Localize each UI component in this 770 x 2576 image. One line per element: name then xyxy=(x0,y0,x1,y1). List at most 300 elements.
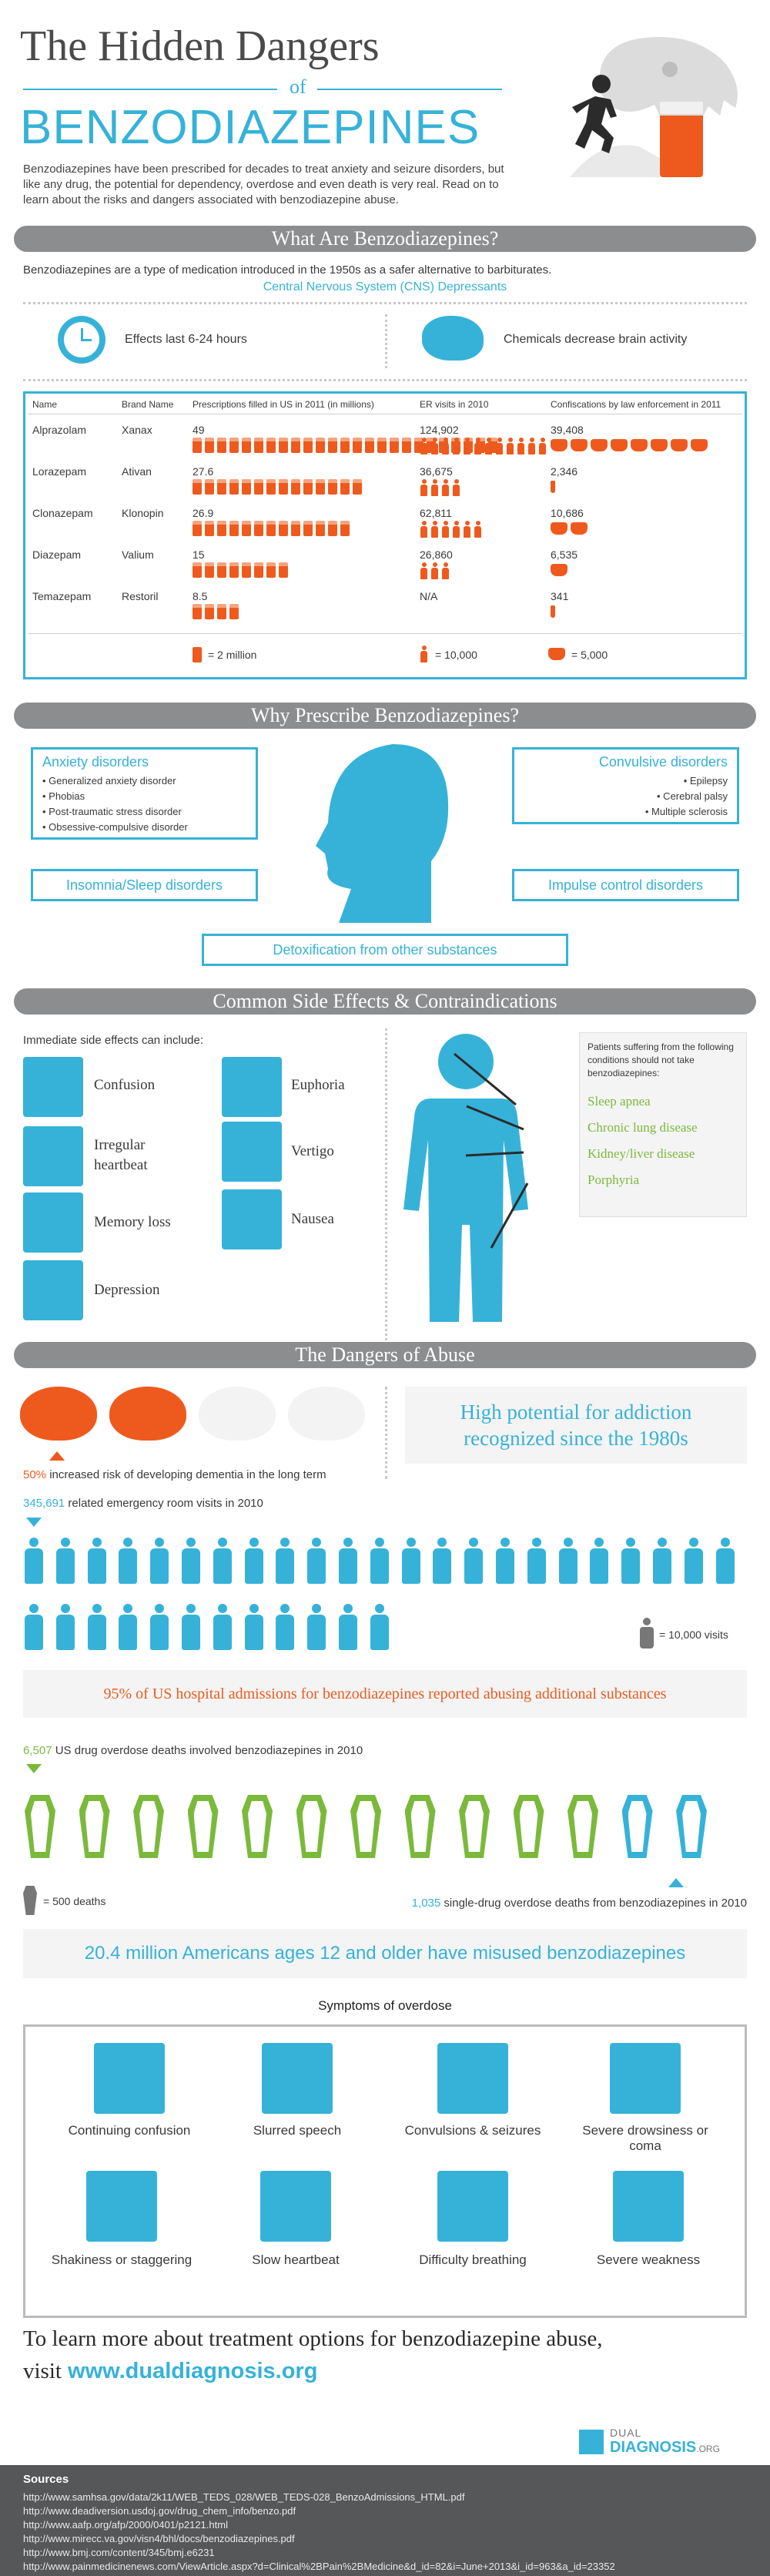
blue-person-icon xyxy=(117,1538,139,1584)
dementia-pct: 50% xyxy=(23,1468,47,1481)
section-side-effects-title: Common Side Effects & Contraindications xyxy=(213,990,557,1012)
symptom-label: Slurred speech xyxy=(253,2123,342,2138)
person-icon xyxy=(430,521,439,538)
conf-pictogram xyxy=(551,564,567,576)
pill-icon xyxy=(205,521,214,536)
blue-person-icon xyxy=(588,1538,610,1584)
blue-person-icon xyxy=(149,1604,170,1650)
badge-icon xyxy=(631,439,648,451)
blue-person-icon xyxy=(431,1538,453,1584)
coffin-legend-icon xyxy=(23,1886,37,1915)
pill-icon xyxy=(254,438,263,453)
person-icon xyxy=(430,562,439,579)
od-num: 6,507 xyxy=(23,1744,52,1757)
blue-person-icon xyxy=(620,1538,641,1584)
head-silhouette xyxy=(308,738,462,929)
pill-icon xyxy=(205,604,214,619)
brain-icon xyxy=(20,1387,97,1441)
brand-name: Valium xyxy=(122,548,154,561)
convulsive-item: • Epilepsy xyxy=(683,775,728,787)
blue-person-icon xyxy=(526,1538,547,1584)
anxiety-box xyxy=(31,747,258,840)
pill-icon xyxy=(328,479,337,495)
pill-icon xyxy=(229,438,239,453)
effect-irregular-heartbeat: Irregular heartbeat xyxy=(94,1137,148,1173)
pill-icon xyxy=(266,562,276,578)
pill-icon xyxy=(279,562,288,578)
rx-pictogram xyxy=(192,521,350,536)
drug-name: Alprazolam xyxy=(32,424,87,436)
source-link[interactable]: http://www.bmj.com/content/345/bmj.e6231 xyxy=(23,2547,215,2558)
blue-person-icon xyxy=(463,1538,484,1584)
badge-icon xyxy=(671,439,688,451)
pill-icon xyxy=(205,562,214,578)
brand-name: Ativan xyxy=(122,465,152,478)
pill-icon xyxy=(303,521,313,536)
effect-euphoria: Euphoria xyxy=(291,1077,345,1093)
legend-pill-icon xyxy=(192,647,202,662)
slow-heartbeat-icon xyxy=(260,2171,331,2242)
hospital-text: 95% of US hospital admissions for benzodiazepines reported abusing additional substances xyxy=(103,1685,667,1702)
person-icon xyxy=(463,521,471,538)
pill-icon xyxy=(303,438,313,453)
conf-value: 341 xyxy=(551,590,569,602)
person-icon xyxy=(527,438,536,454)
person-icon xyxy=(452,479,460,496)
er-stat xyxy=(23,1497,263,1510)
er-visits-num: 345,691 xyxy=(23,1497,65,1510)
pill-icon xyxy=(242,521,251,536)
pill-icon xyxy=(217,479,226,495)
section-what-bar xyxy=(14,226,756,252)
overdose-frame-top xyxy=(23,2024,747,2027)
site-link[interactable]: www.dualdiagnosis.org xyxy=(68,2359,318,2383)
section-what-title: What Are Benzodiazepines? xyxy=(271,227,499,250)
blue-person-icon xyxy=(306,1538,327,1584)
impulse-label: Impulse control disorders xyxy=(547,877,704,893)
convulsive-item: • Multiple sclerosis xyxy=(644,806,728,817)
pill-icon xyxy=(316,521,325,536)
person-icon xyxy=(474,521,482,538)
conf-pictogram xyxy=(551,439,708,451)
source-link[interactable]: http://www.mirecc.va.gov/visn4/bhl/docs/benzodiazepines.pdf xyxy=(23,2533,295,2544)
badge-icon xyxy=(651,439,668,451)
pill-icon xyxy=(303,479,313,495)
blue-person-icon xyxy=(369,1538,390,1584)
symptom-label: Continuing confusion xyxy=(68,2123,191,2138)
badge-icon xyxy=(551,605,555,618)
person-legend: = 10,000 visits xyxy=(659,1628,728,1641)
pill-icon xyxy=(217,604,226,619)
addiction-box xyxy=(405,1387,747,1464)
th-er: ER visits in 2010 xyxy=(420,399,489,410)
badge-icon xyxy=(691,439,708,451)
single-stat xyxy=(370,1897,747,1910)
brain-icon xyxy=(422,316,484,361)
condition: Chronic lung disease xyxy=(588,1120,698,1135)
brain-icon xyxy=(199,1387,276,1441)
impulse-box xyxy=(512,869,739,901)
person-icon xyxy=(506,438,514,454)
anxiety-item: • Post-traumatic stress disorder xyxy=(42,806,182,817)
th-rx: Prescriptions filled in US in 2011 (in millions) xyxy=(192,399,374,410)
er-value: 124,902 xyxy=(420,424,459,436)
section-abuse-title: The Dangers of Abuse xyxy=(295,1343,475,1366)
section-side-effects-bar xyxy=(14,988,756,1015)
convulsive-item: • Cerebral palsy xyxy=(657,790,728,802)
person-icon xyxy=(430,479,439,496)
blue-person-icon xyxy=(23,1604,45,1650)
hospital-box xyxy=(23,1670,747,1718)
blue-person-icon xyxy=(180,1604,202,1650)
badge-icon xyxy=(591,439,608,451)
shakiness-icon xyxy=(86,2171,157,2242)
intro-text: Benzodiazepines have been prescribed for decades to treat anxiety and seizure disorders, but like any drug, the potential for dependency, overdose and even death is very real. Read on to learn about the risks and dangers associated with benzodiazepine abuse. xyxy=(23,163,504,206)
blue-person-icon xyxy=(715,1538,736,1584)
person-icon xyxy=(441,479,450,496)
conf-value: 39,408 xyxy=(551,424,584,436)
divider xyxy=(23,302,747,304)
condition: Porphyria xyxy=(588,1172,640,1187)
class-label: Central Nervous System (CNS) Depressants xyxy=(263,280,507,293)
er-value: N/A xyxy=(420,590,438,602)
effect-vertigo: Vertigo xyxy=(291,1143,334,1159)
drug-name: Temazepam xyxy=(32,590,92,602)
badge-icon xyxy=(551,481,555,493)
convulsions-icon xyxy=(437,2043,508,2114)
learn-text: To learn more about treatment options for benzodiazepine abuse, xyxy=(23,2326,603,2351)
single-num: 1,035 xyxy=(411,1897,441,1910)
severe-weakness-icon xyxy=(613,2171,684,2242)
person-icon xyxy=(517,438,525,454)
person-icon xyxy=(441,562,450,579)
continuing-confusion-icon xyxy=(94,2043,165,2114)
blue-person-icon xyxy=(274,1604,296,1650)
pill-icon xyxy=(217,562,226,578)
dementia-text: increased risk of developing dementia in the long term xyxy=(49,1468,326,1481)
pill-icon xyxy=(217,438,226,453)
er-pictogram xyxy=(420,438,547,454)
person-icon xyxy=(420,479,428,496)
side-effects-intro: Immediate side effects can include: xyxy=(23,1034,204,1047)
rx-pictogram xyxy=(192,604,239,619)
coffin-icon xyxy=(514,1795,544,1858)
drug-name: Diazepam xyxy=(32,548,82,561)
symptom-label: Difficulty breathing xyxy=(419,2252,527,2267)
memory-loss-icon xyxy=(23,1192,83,1253)
drug-name: Lorazepam xyxy=(32,465,87,478)
blue-person-icon xyxy=(212,1538,233,1584)
title-of-rule-right xyxy=(317,89,502,90)
pill-icon xyxy=(291,479,300,495)
pill-icon xyxy=(254,562,263,578)
source-link[interactable]: http://www.samhsa.gov/data/2k11/WEB_TEDS_028/WEB_TEDS-028_BenzoAdmissions_HTML.pdf xyxy=(23,2491,465,2503)
brand-name: Xanax xyxy=(122,424,152,436)
pill-icon xyxy=(192,604,202,619)
effect-confusion: Confusion xyxy=(94,1077,156,1093)
depression-icon xyxy=(23,1260,83,1320)
er-value: 26,860 xyxy=(420,548,453,561)
er-pictogram xyxy=(420,521,482,538)
divider xyxy=(385,1387,387,1479)
rx-pictogram xyxy=(192,562,288,578)
convulsive-title: Convulsive disorders xyxy=(598,754,728,770)
blue-person-icon xyxy=(212,1604,233,1650)
definition-text: Benzodiazepines are a type of medication introduced in the 1950s as a safer alternative to barbiturates. xyxy=(23,263,552,277)
pill-icon xyxy=(192,438,202,453)
pill-icon xyxy=(205,479,214,495)
pill-icon xyxy=(328,438,337,453)
coffin-icon xyxy=(242,1795,273,1858)
confusion-icon xyxy=(23,1057,83,1117)
blue-person-icon xyxy=(117,1604,139,1650)
divider xyxy=(23,379,747,381)
person-icon xyxy=(420,438,428,454)
badge-icon xyxy=(611,439,628,451)
pill-icon xyxy=(340,479,350,495)
brain-icon xyxy=(109,1387,186,1441)
pill-icon xyxy=(291,521,300,536)
pill-icon xyxy=(340,521,350,536)
addiction-text: High potential for addiction recognized since the 1980s xyxy=(460,1400,692,1450)
conf-pictogram xyxy=(551,605,555,618)
rx-value: 15 xyxy=(192,548,205,561)
blue-person-icon xyxy=(243,1538,265,1584)
section-why-bar xyxy=(14,703,756,729)
coffin-icon xyxy=(622,1795,653,1858)
coffin-icon xyxy=(459,1795,490,1858)
sources-title: Sources xyxy=(23,2473,69,2486)
rx-value: 49 xyxy=(192,424,205,436)
brain-icon xyxy=(288,1387,365,1441)
misused-text: 20.4 million Americans ages 12 and older have misused benzodiazepines xyxy=(84,1943,686,1964)
triangle-marker xyxy=(668,1878,684,1887)
detox-label: Detoxification from other substances xyxy=(273,942,497,958)
blue-person-icon xyxy=(274,1538,296,1584)
pill-bottle-icon xyxy=(658,100,705,177)
pill-icon xyxy=(254,521,263,536)
drug-name: Clonazepam xyxy=(32,507,93,519)
pill-icon xyxy=(291,438,300,453)
clock-icon xyxy=(58,316,105,364)
rx-value: 8.5 xyxy=(192,590,208,602)
th-conf: Confiscations by law enforcement in 2011 xyxy=(551,399,721,410)
brand-name: Restoril xyxy=(122,590,159,602)
logo-top: DUAL xyxy=(610,2427,642,2439)
person-icon xyxy=(538,438,547,454)
title-of-rule-left xyxy=(23,89,277,90)
blue-person-icon xyxy=(55,1538,76,1584)
conf-pictogram xyxy=(551,522,588,535)
overdose-frame-bottom xyxy=(23,2316,747,2318)
pill-icon xyxy=(229,562,239,578)
person-icon xyxy=(420,521,428,538)
rx-value: 27.6 xyxy=(192,465,214,478)
pill-icon xyxy=(192,479,202,495)
legend-badge-icon xyxy=(548,648,565,660)
person-icon xyxy=(474,438,482,454)
coffin-legend: = 500 deaths xyxy=(43,1895,106,1907)
drowsiness-icon xyxy=(610,2043,681,2114)
pill-icon xyxy=(402,438,411,453)
symptom-label: Convulsions & seizures xyxy=(404,2123,541,2138)
source-link[interactable]: http://www.deadiversion.usdoj.gov/drug_chem_info/benzo.pdf xyxy=(23,2505,296,2517)
sources-block xyxy=(0,2465,770,2576)
pill-icon xyxy=(279,438,288,453)
divider xyxy=(385,314,387,368)
condition: Sleep apnea xyxy=(588,1094,651,1109)
effect-memory-loss: Memory loss xyxy=(94,1214,171,1230)
pill-icon xyxy=(353,438,362,453)
pill-icon xyxy=(279,521,288,536)
blue-person-icon xyxy=(23,1538,45,1584)
blue-person-icon xyxy=(86,1538,108,1584)
pill-icon xyxy=(377,438,387,453)
title-line2: BENZODIAZEPINES xyxy=(20,101,480,154)
er-pictogram xyxy=(420,562,450,579)
rx-value: 26.9 xyxy=(192,507,214,519)
coffin-icon xyxy=(25,1795,55,1858)
pill-icon xyxy=(205,438,214,453)
pill-icon xyxy=(365,438,374,453)
pill-icon xyxy=(242,562,251,578)
slurred-speech-icon xyxy=(262,2043,333,2114)
person-icon xyxy=(452,438,460,454)
table-legend-rule xyxy=(28,633,742,634)
pill-icon xyxy=(266,438,276,453)
irregular-heartbeat-icon xyxy=(23,1126,83,1186)
blue-person-icon xyxy=(369,1604,390,1650)
difficulty-breathing-icon xyxy=(437,2171,508,2242)
rx-pictogram xyxy=(192,479,362,495)
th-brand: Brand Name xyxy=(122,399,174,410)
conf-pictogram xyxy=(551,481,555,493)
blue-person-icon xyxy=(306,1604,327,1650)
brand-name: Klonopin xyxy=(122,507,164,519)
effect-depression: Depression xyxy=(94,1282,160,1298)
triangle-marker xyxy=(49,1451,65,1461)
conf-value: 10,686 xyxy=(551,507,584,519)
legend-person-icon xyxy=(420,646,428,662)
blue-person-icon xyxy=(243,1604,265,1650)
logo-bottom: DIAGNOSIS xyxy=(610,2439,697,2456)
person-icon xyxy=(430,438,439,454)
divider xyxy=(385,1028,387,1340)
badge-icon xyxy=(571,522,588,535)
title-line1: The Hidden Dangers xyxy=(20,22,380,70)
triangle-marker xyxy=(26,1518,42,1527)
legend-badge: = 5,000 xyxy=(571,649,608,661)
pill-icon xyxy=(279,479,288,495)
pill-icon xyxy=(242,479,251,495)
blue-person-icon xyxy=(180,1538,202,1584)
pill-icon xyxy=(390,438,399,453)
symptom-label: Slow heartbeat xyxy=(252,2252,340,2267)
pill-icon xyxy=(192,562,202,578)
coffin-icon xyxy=(405,1795,436,1858)
condition: Kidney/liver disease xyxy=(588,1146,695,1161)
anxiety-title: Anxiety disorders xyxy=(42,754,149,770)
contraindications-box xyxy=(579,1032,747,1217)
euphoria-icon xyxy=(222,1057,282,1117)
insomnia-label: Insomnia/Sleep disorders xyxy=(65,877,223,893)
source-link[interactable]: http://www.painmedicinenews.com/ViewArticle.aspx?d=Clinical%2BPain%2BMedicine&d_id=82&i=June+2013&i_id=963&a_id=23352 xyxy=(23,2561,615,2572)
pill-icon xyxy=(217,521,226,536)
blue-person-icon xyxy=(557,1538,579,1584)
pill-icon xyxy=(229,479,239,495)
coffin-icon xyxy=(188,1795,219,1858)
triangle-marker xyxy=(26,1764,42,1773)
detox-box xyxy=(202,934,568,966)
person-icon xyxy=(495,438,504,454)
conf-value: 2,346 xyxy=(551,465,578,478)
er-pictogram xyxy=(420,479,460,496)
effect-brain: Chemicals decrease brain activity xyxy=(504,333,688,346)
blue-person-icon xyxy=(337,1538,359,1584)
body-silhouette xyxy=(400,1032,531,1325)
pill-icon xyxy=(340,438,350,453)
pill-icon xyxy=(192,521,202,536)
insomnia-box xyxy=(31,869,258,901)
th-name: Name xyxy=(32,399,58,410)
anxiety-item: • Obsessive-compulsive disorder xyxy=(42,821,188,833)
legend-person: = 10,000 xyxy=(435,649,477,661)
person-icon xyxy=(441,521,450,538)
person-icon xyxy=(484,438,493,454)
person-icon xyxy=(420,562,428,579)
visit-text: visit xyxy=(23,2359,62,2383)
od-stat xyxy=(23,1744,363,1757)
pill-icon xyxy=(266,479,276,495)
symptom-label: Severe weakness xyxy=(596,2252,701,2267)
badge-icon xyxy=(551,564,567,576)
person-icon xyxy=(452,521,460,538)
pill-icon xyxy=(316,438,325,453)
effect-nausea: Nausea xyxy=(291,1211,334,1227)
gray-person-icon xyxy=(639,1618,654,1649)
title-of: of xyxy=(290,75,306,98)
convulsive-box xyxy=(512,747,739,824)
running-man-icon xyxy=(566,73,628,158)
coffin-icon xyxy=(79,1795,110,1858)
pill-icon xyxy=(328,521,337,536)
effect-duration: Effects last 6-24 hours xyxy=(125,333,247,346)
pill-icon xyxy=(254,479,263,495)
dementia-stat xyxy=(23,1468,326,1481)
od-text: US drug overdose deaths involved benzodiazepines in 2010 xyxy=(55,1744,363,1757)
conf-value: 6,535 xyxy=(551,548,578,561)
badge-icon xyxy=(551,439,567,451)
er-value: 36,675 xyxy=(420,465,453,478)
pill-icon xyxy=(242,438,251,453)
badge-icon xyxy=(551,522,567,535)
pill-icon xyxy=(229,521,239,536)
coffin-icon xyxy=(350,1795,381,1858)
source-link[interactable]: http://www.aafp.org/afp/2000/0401/p2121.html xyxy=(23,2519,228,2531)
blue-person-icon xyxy=(494,1538,516,1584)
visit-line xyxy=(23,2359,317,2384)
pill-icon xyxy=(316,479,325,495)
blue-person-icon xyxy=(651,1538,673,1584)
badge-icon xyxy=(571,439,588,451)
coffin-icon xyxy=(676,1795,707,1858)
blue-person-icon xyxy=(400,1538,422,1584)
symptom-label: Shakiness or staggering xyxy=(51,2252,192,2267)
blue-person-icon xyxy=(86,1604,108,1650)
coffin-icon xyxy=(296,1795,327,1858)
section-why-title: Why Prescribe Benzodiazepines? xyxy=(251,704,519,726)
anxiety-item: • Generalized anxiety disorder xyxy=(42,775,176,787)
